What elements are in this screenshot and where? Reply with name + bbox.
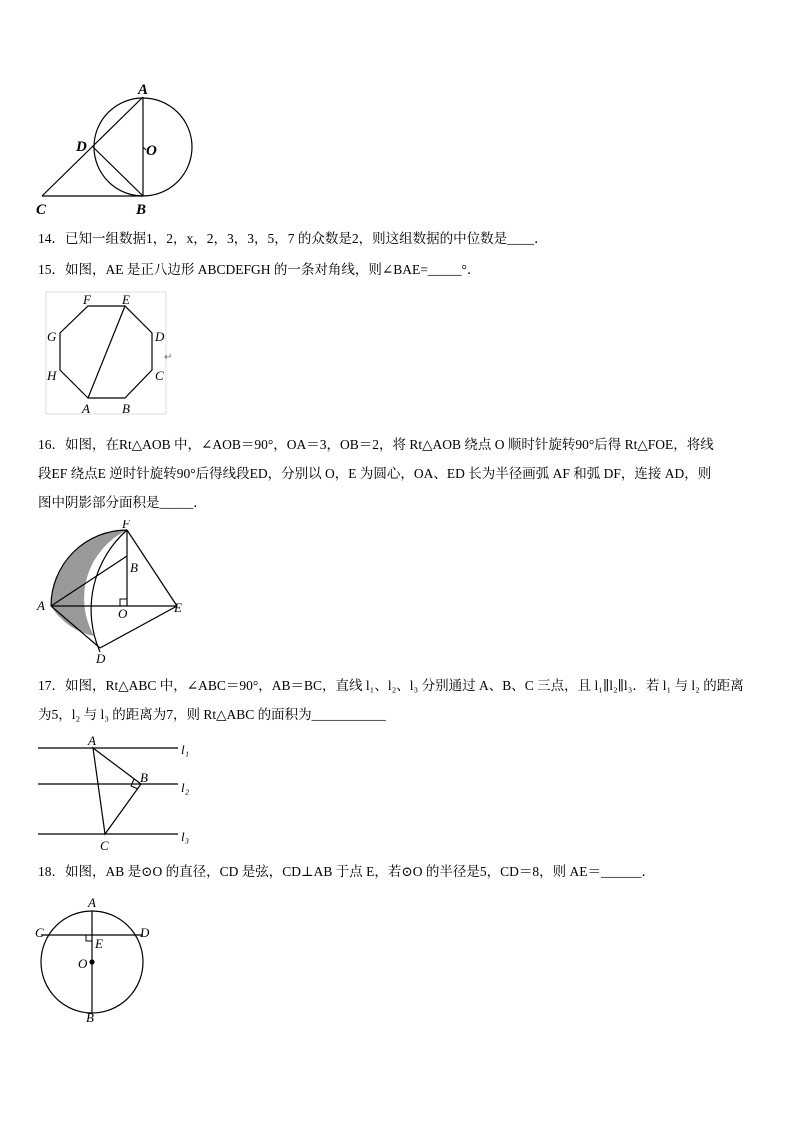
label-l3: l₃ — [181, 829, 190, 844]
label-O: O — [146, 143, 157, 159]
question-18-text: 18．如图，AB 是⊙O 的直径，CD 是弦，CD⊥AB 于点 E，若⊙O 的半径是5，CD＝8，则 AE＝______． — [38, 864, 655, 879]
question-16-line3: 图中阴影部分面积是_____． — [38, 495, 207, 510]
question-14 — [38, 224, 758, 253]
figure-circle-chord — [30, 890, 160, 1025]
label-A: A — [88, 895, 96, 910]
question-17 — [38, 671, 758, 729]
figure-octagon — [38, 290, 178, 420]
question-17-line1: 17．如图，Rt△ABC 中，∠ABC＝90°，AB＝BC，直线 l₁、l₂、l₃ 分别通过 A、B、C 三点，且 l₁∥l₂∥l₃．若 l₁ 与 l₂ 的距离 — [38, 678, 744, 693]
label-C: C — [100, 838, 109, 853]
label-H: H — [47, 368, 57, 383]
label-A: A — [82, 401, 90, 416]
question-18 — [38, 857, 758, 886]
question-15-text: 15．如图，AE 是正八边形 ABCDEFGH 的一条对角线，则∠BAE=_____°． — [38, 262, 481, 277]
question-16 — [38, 430, 758, 517]
label-F: F — [122, 520, 130, 531]
label-C: C — [36, 202, 47, 218]
figure-parallel-lines — [30, 732, 210, 854]
label-D: D — [76, 139, 87, 155]
label-C: C — [35, 925, 44, 940]
label-D: D — [96, 651, 106, 666]
label-B: B — [140, 770, 148, 785]
label-A: A — [37, 598, 45, 613]
label-B: B — [122, 401, 130, 416]
label-G: G — [47, 329, 57, 344]
figure-rotation-arcs — [34, 520, 194, 670]
label-E: E — [122, 292, 130, 307]
label-D: D — [155, 329, 165, 344]
label-D: D — [140, 925, 150, 940]
label-E: E — [174, 600, 182, 615]
figure-circle-triangle — [30, 80, 200, 220]
label-C: C — [155, 368, 164, 383]
label-B: B — [130, 560, 138, 575]
question-15 — [38, 255, 758, 284]
question-14-text: 14．已知一组数据1，2，x，2，3，3，5，7 的众数是2，则这组数据的中位数是____． — [38, 231, 548, 246]
return-mark: ↵ — [164, 352, 173, 363]
label-O: O — [78, 956, 88, 971]
label-B: B — [136, 202, 147, 218]
label-A: A — [88, 733, 96, 748]
question-16-line2: 段EF 绕点E 逆时针旋转90°后得线段ED，分别以 O，E 为圆心，OA、ED 长为半径画弧 AF 和弧 DF，连接 AD，则 — [38, 466, 712, 481]
label-B: B — [86, 1010, 94, 1025]
label-E: E — [95, 936, 103, 951]
label-A: A — [138, 82, 149, 98]
label-l2: l₂ — [181, 780, 190, 795]
question-16-line1: 16．如图，在Rt△AOB 中，∠AOB＝90°，OA＝3，OB＝2，将 Rt△AOB 绕点 O 顺时针旋转90°后得 Rt△FOE，将线 — [38, 437, 714, 452]
label-O: O — [118, 606, 128, 621]
label-F: F — [83, 292, 91, 307]
question-17-line2: 为5，l₂ 与 l₃ 的距离为7，则 Rt△ABC 的面积为___________ — [38, 707, 386, 722]
label-l1: l₁ — [181, 742, 190, 757]
